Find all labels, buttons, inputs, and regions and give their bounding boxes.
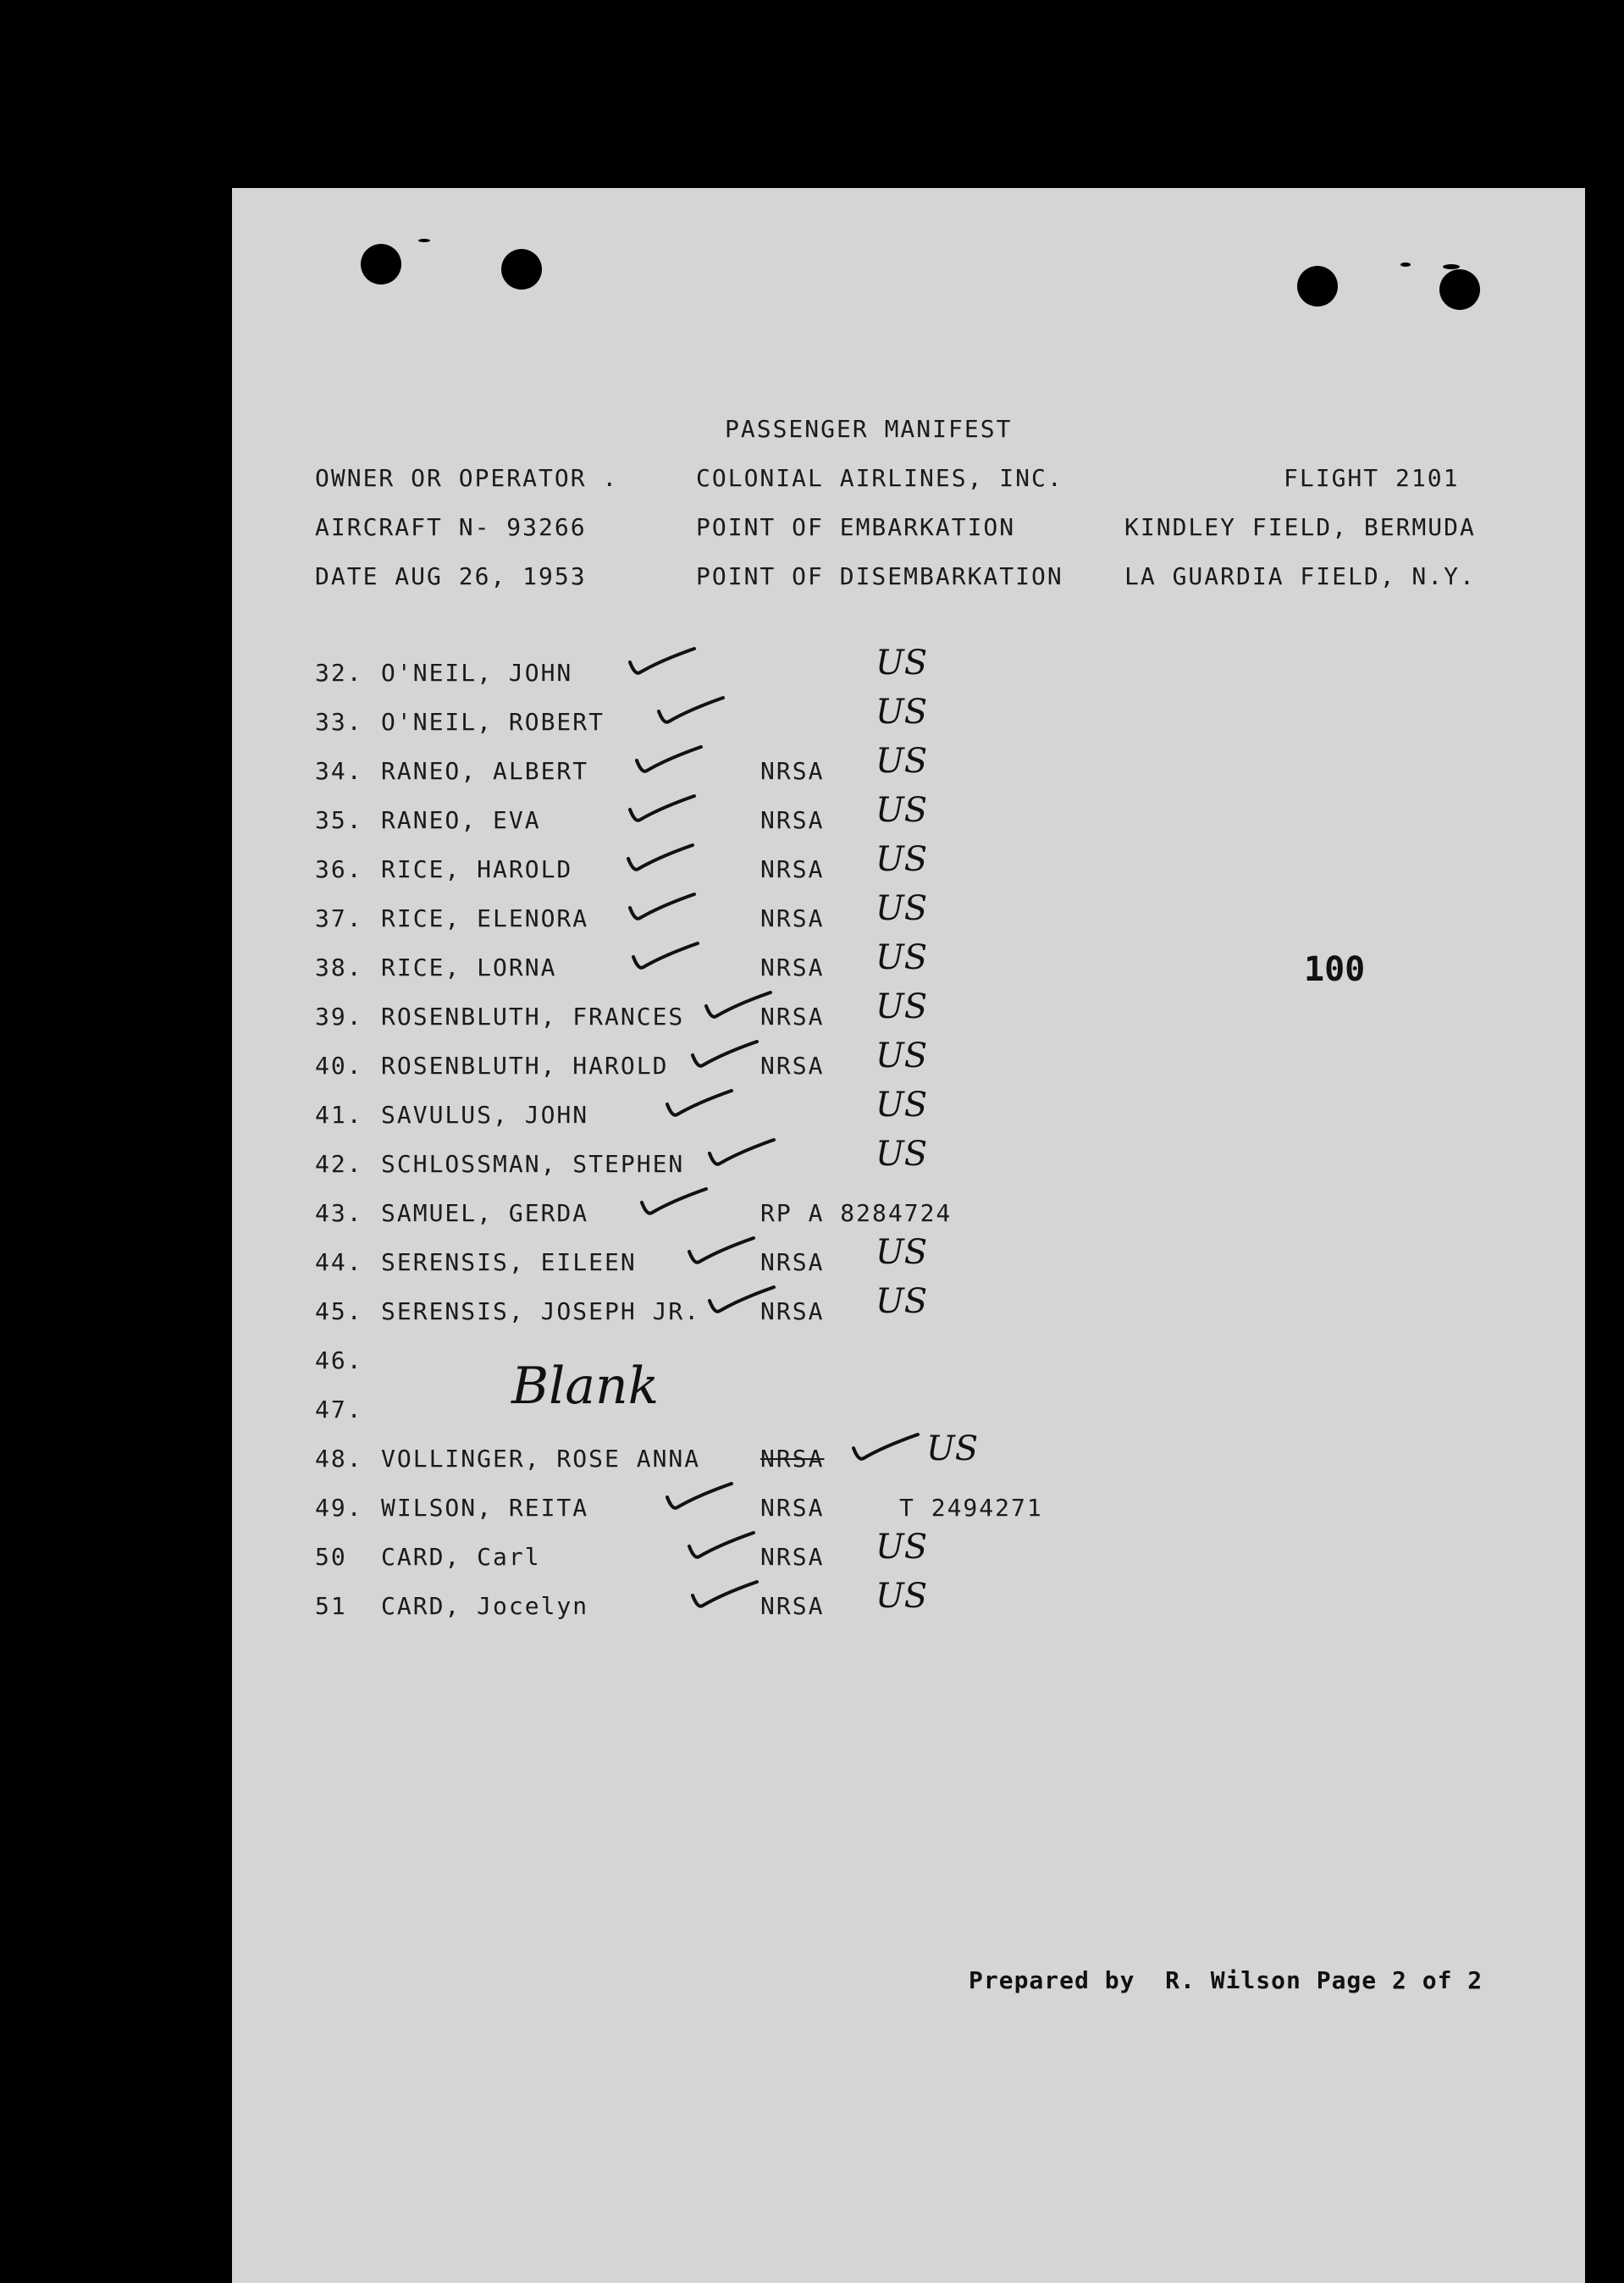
passenger-number: 33. bbox=[315, 708, 363, 736]
citizenship-mark: US bbox=[876, 987, 928, 1026]
passenger-name: SERENSIS, JOSEPH JR. bbox=[381, 1297, 701, 1325]
checkmark-icon bbox=[625, 843, 701, 877]
citizenship-mark: US bbox=[876, 742, 928, 781]
checkmark-icon bbox=[630, 942, 706, 976]
passenger-nationality: NRSA bbox=[760, 1445, 825, 1473]
checkmark-icon bbox=[706, 1285, 782, 1319]
embarkation-value: KINDLEY FIELD, BERMUDA bbox=[1124, 513, 1476, 541]
citizenship-mark: US bbox=[876, 938, 928, 977]
checkmark-icon bbox=[664, 1482, 740, 1516]
citizenship-mark: US bbox=[876, 1086, 928, 1125]
checkmark-icon bbox=[655, 696, 732, 730]
passenger-document: RP A 8284724 bbox=[760, 1199, 953, 1227]
citizenship-mark: US bbox=[876, 1135, 928, 1174]
checkmark-icon bbox=[627, 647, 703, 681]
passenger-number: 49. bbox=[315, 1494, 363, 1522]
checkmark-icon bbox=[627, 893, 703, 926]
checkmark-icon bbox=[703, 991, 779, 1025]
passenger-nationality: NRSA bbox=[760, 1592, 825, 1620]
passenger-number: 46. bbox=[315, 1346, 363, 1374]
passenger-nationality: NRSA bbox=[760, 1543, 825, 1571]
passenger-nationality: NRSA bbox=[760, 1052, 825, 1080]
passenger-number: 40. bbox=[315, 1052, 363, 1080]
passenger-number: 37. bbox=[315, 904, 363, 932]
citizenship-mark: US bbox=[876, 1577, 928, 1616]
punch-hole bbox=[1439, 269, 1480, 310]
blank-note: Blank bbox=[511, 1357, 660, 1416]
passenger-name: O'NEIL, JOHN bbox=[381, 659, 573, 687]
passenger-name: RICE, HAROLD bbox=[381, 855, 573, 883]
embarkation-label: POINT OF EMBARKATION bbox=[696, 513, 1016, 541]
punch-hole bbox=[501, 249, 542, 290]
passenger-nationality: NRSA bbox=[760, 1248, 825, 1276]
citizenship-mark: US bbox=[876, 889, 928, 928]
passenger-number: 44. bbox=[315, 1248, 363, 1276]
passenger-number: 35. bbox=[315, 806, 363, 834]
citizenship-mark: US bbox=[876, 840, 928, 879]
citizenship-mark: US bbox=[876, 644, 928, 683]
passenger-number: 42. bbox=[315, 1150, 363, 1178]
passenger-name: CARD, Carl bbox=[381, 1543, 541, 1571]
passenger-number: 34. bbox=[315, 757, 363, 785]
citizenship-mark: US bbox=[876, 791, 928, 830]
passenger-number: 45. bbox=[315, 1297, 363, 1325]
passenger-number: 39. bbox=[315, 1003, 363, 1031]
passenger-number: 36. bbox=[315, 855, 363, 883]
checkmark-icon bbox=[627, 794, 703, 828]
punch-hole bbox=[1297, 266, 1338, 307]
passenger-number: 41. bbox=[315, 1101, 363, 1129]
manifest-page bbox=[232, 188, 1585, 2283]
passenger-name: RANEO, ALBERT bbox=[381, 757, 589, 785]
owner-label: OWNER OR OPERATOR . bbox=[315, 464, 619, 492]
passenger-count: 100 bbox=[1304, 950, 1366, 989]
passenger-name: CARD, Jocelyn bbox=[381, 1592, 589, 1620]
punch-hole bbox=[361, 244, 401, 285]
passenger-document: T 2494271 bbox=[899, 1494, 1043, 1522]
speck bbox=[1400, 263, 1411, 267]
passenger-name: SAMUEL, GERDA bbox=[381, 1199, 589, 1227]
owner-value: COLONIAL AIRLINES, INC. bbox=[696, 464, 1063, 492]
speck bbox=[418, 239, 430, 242]
passenger-nationality: NRSA bbox=[760, 1494, 825, 1522]
passenger-name: SAVULUS, JOHN bbox=[381, 1101, 589, 1129]
aircraft-number: AIRCRAFT N- 93266 bbox=[315, 513, 587, 541]
passenger-number: 47. bbox=[315, 1396, 363, 1423]
citizenship-mark: US bbox=[926, 1429, 979, 1468]
citizenship-mark: US bbox=[876, 1282, 928, 1321]
passenger-nationality: NRSA bbox=[760, 1003, 825, 1031]
passenger-nationality: NRSA bbox=[760, 954, 825, 981]
checkmark-icon bbox=[850, 1433, 926, 1467]
citizenship-mark: US bbox=[876, 1528, 928, 1567]
manifest-title: PASSENGER MANIFEST bbox=[725, 415, 1013, 443]
passenger-nationality: NRSA bbox=[760, 855, 825, 883]
checkmark-icon bbox=[689, 1040, 765, 1074]
passenger-number: 38. bbox=[315, 954, 363, 981]
passenger-nationality: NRSA bbox=[760, 806, 825, 834]
flight-number: FLIGHT 2101 bbox=[1284, 464, 1460, 492]
manifest-date: DATE AUG 26, 1953 bbox=[315, 562, 587, 590]
checkmark-icon bbox=[706, 1138, 782, 1172]
passenger-name: RICE, LORNA bbox=[381, 954, 557, 981]
disembarkation-label: POINT OF DISEMBARKATION bbox=[696, 562, 1063, 590]
prepared-by-footer: Prepared by R. Wilson Page 2 of 2 bbox=[969, 1966, 1483, 1994]
citizenship-mark: US bbox=[876, 1233, 928, 1272]
passenger-number: 50 bbox=[315, 1543, 347, 1571]
checkmark-icon bbox=[664, 1089, 740, 1123]
disembarkation-value: LA GUARDIA FIELD, N.Y. bbox=[1124, 562, 1476, 590]
passenger-name: ROSENBLUTH, FRANCES bbox=[381, 1003, 685, 1031]
passenger-number: 32. bbox=[315, 659, 363, 687]
passenger-name: SERENSIS, EILEEN bbox=[381, 1248, 637, 1276]
passenger-nationality: NRSA bbox=[760, 757, 825, 785]
passenger-name: O'NEIL, ROBERT bbox=[381, 708, 605, 736]
passenger-name: ROSENBLUTH, HAROLD bbox=[381, 1052, 669, 1080]
passenger-number: 48. bbox=[315, 1445, 363, 1473]
passenger-number: 51 bbox=[315, 1592, 347, 1620]
checkmark-icon bbox=[638, 1187, 715, 1221]
citizenship-mark: US bbox=[876, 1036, 928, 1075]
checkmark-icon bbox=[686, 1531, 762, 1565]
passenger-name: RANEO, EVA bbox=[381, 806, 541, 834]
passenger-name: WILSON, REITA bbox=[381, 1494, 589, 1522]
checkmark-icon bbox=[689, 1580, 765, 1614]
passenger-nationality: NRSA bbox=[760, 904, 825, 932]
passenger-name: SCHLOSSMAN, STEPHEN bbox=[381, 1150, 685, 1178]
checkmark-icon bbox=[686, 1236, 762, 1270]
passenger-name: VOLLINGER, ROSE ANNA bbox=[381, 1445, 701, 1473]
passenger-number: 43. bbox=[315, 1199, 363, 1227]
speck bbox=[1443, 264, 1460, 269]
passenger-nationality: NRSA bbox=[760, 1297, 825, 1325]
checkmark-icon bbox=[633, 745, 710, 779]
citizenship-mark: US bbox=[876, 693, 928, 732]
passenger-name: RICE, ELENORA bbox=[381, 904, 589, 932]
